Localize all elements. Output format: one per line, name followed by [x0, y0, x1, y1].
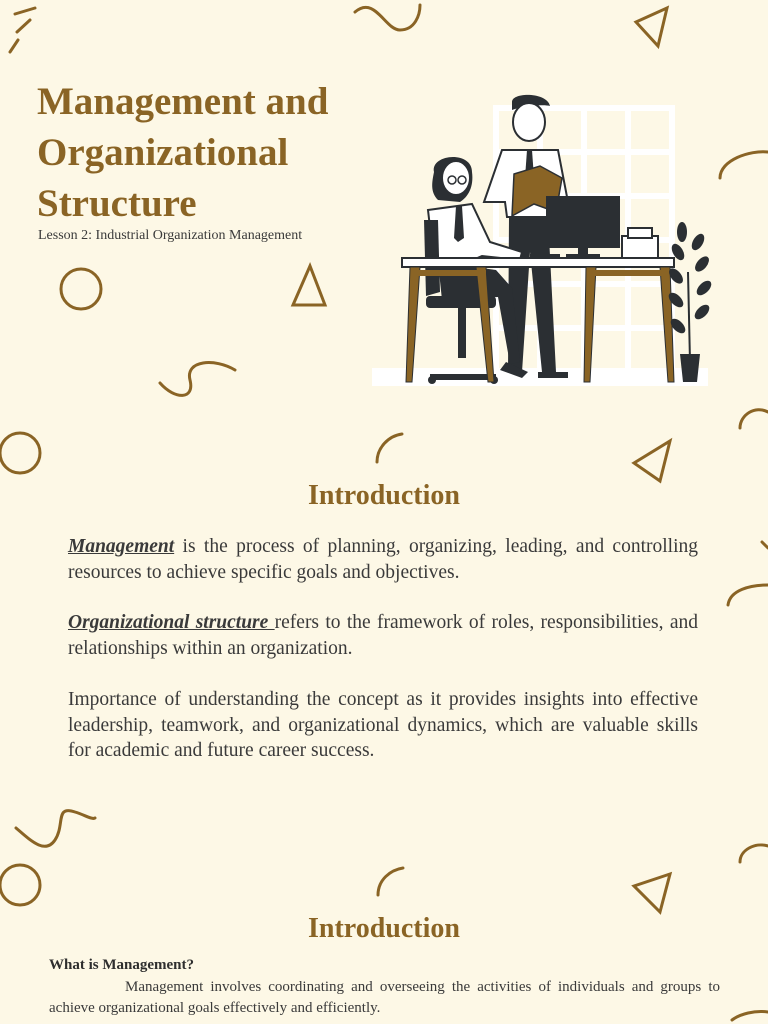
dash-shape	[10, 8, 35, 52]
arc-shape	[378, 868, 403, 895]
arc-shape	[740, 410, 768, 428]
triangle-shape	[634, 441, 670, 481]
squiggle-shape	[16, 811, 95, 847]
org-structure-definition-text: refers to the framework of roles, responsibilities, and relationships within an organization.	[68, 612, 698, 659]
circle-shape	[0, 865, 40, 905]
arc-shape	[762, 542, 768, 548]
term-organizational-structure: Organizational structure	[68, 612, 275, 633]
triangle-shape	[293, 266, 325, 305]
arc-shape	[720, 152, 768, 178]
arc-shape	[728, 585, 768, 605]
section-heading-2: Introduction	[308, 913, 460, 944]
squiggle-shape	[160, 363, 235, 396]
lesson-subtitle: Lesson 2: Industrial Organization Management	[38, 228, 303, 243]
printer	[622, 228, 658, 258]
management-definition	[68, 534, 698, 585]
arc-shape	[377, 434, 402, 462]
term-management: Management	[68, 536, 175, 557]
page-title: Management and Organizational Structure	[37, 80, 329, 225]
question-heading: What is Management?	[49, 957, 194, 973]
squiggle-shape	[355, 5, 420, 30]
office-illustration	[372, 92, 712, 392]
section-heading: Introduction	[308, 480, 460, 511]
importance-paragraph: Importance of understanding the concept as it provides insights into effective leadership, teamwork, and organizational dynamics, which are valuable skills for academic and future career success.	[68, 689, 698, 761]
org-structure-definition	[68, 610, 698, 661]
management-answer: Management involves coordinating and overseeing the activities of individuals and groups to achieve organizational goals effectively and efficiently.	[49, 979, 720, 1016]
circle-shape	[0, 433, 40, 473]
triangle-shape	[636, 8, 667, 46]
circle-shape	[61, 269, 101, 309]
arc-shape	[740, 845, 768, 862]
triangle-shape	[634, 874, 670, 912]
arc-shape	[732, 1011, 768, 1020]
management-definition-text: is the process of planning, organizing, leading, and controlling resources to achieve specific goals and objectives.	[68, 536, 698, 583]
